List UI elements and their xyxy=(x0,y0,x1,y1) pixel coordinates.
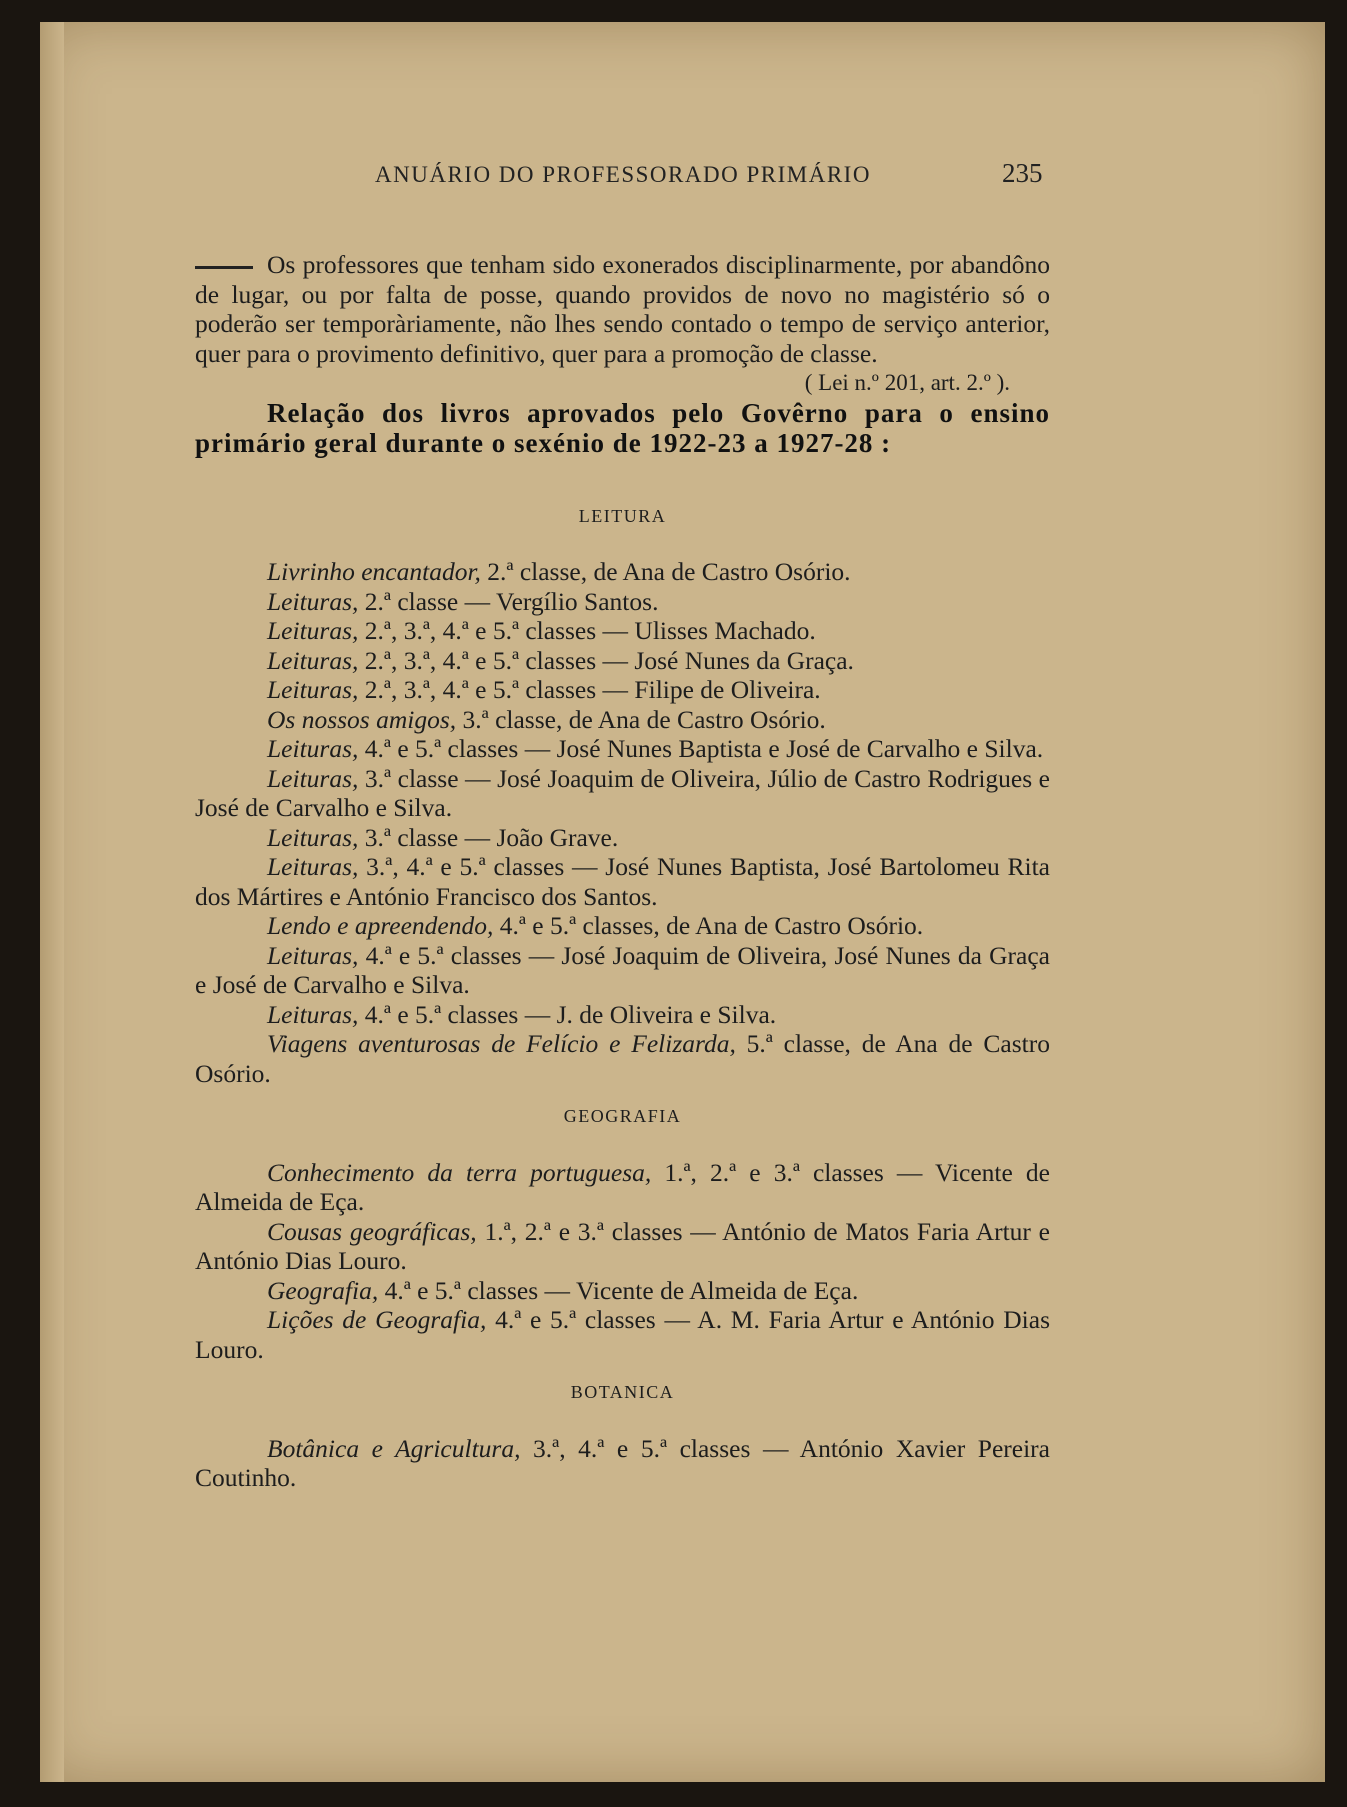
book-title: Livrinho encantador, xyxy=(267,557,481,586)
book-entry xyxy=(195,557,1050,587)
book-details: 4.ª e 5.ª classes, de Ana de Castro Osório. xyxy=(493,911,924,940)
page-body xyxy=(195,250,1050,1493)
book-title: Leituras, xyxy=(267,852,359,881)
book-details: 4.ª e 5.ª classes — José Nunes Baptista e José de Carvalho e Silva. xyxy=(358,734,1044,763)
book-title: Cousas geográficas, xyxy=(267,1216,477,1246)
book-details: 4.ª e 5.ª classes — Vicente de Almeida de Eça. xyxy=(378,1275,859,1305)
book-sections xyxy=(195,502,1050,1493)
section-heading: GEOGRAFIA xyxy=(563,1106,682,1126)
book-details: 4.ª e 5.ª classes — José Joaquim de Oliveira, José Nunes da Graça e José de Carvalho e Silva. xyxy=(195,940,1050,999)
book-entry xyxy=(195,1000,1050,1030)
book-details: 1.ª, 2.ª e 3.ª classes — Vicente de Almeida de Eça. xyxy=(195,1157,1050,1216)
book-title: Os nossos amigos, xyxy=(267,704,457,734)
book-title: Leituras, xyxy=(267,822,359,852)
book-entry xyxy=(195,1434,1050,1493)
book-title: Leituras, xyxy=(267,999,359,1029)
book-title: Lições de Geografia, xyxy=(267,1305,487,1334)
book-entry xyxy=(195,675,1050,705)
book-entry xyxy=(195,1305,1050,1364)
book-title: Leituras, xyxy=(267,763,359,793)
book-details: 3.ª classe — João Grave. xyxy=(358,822,619,852)
header-title: ANUÁRIO DO PROFESSORADO PRIMÁRIO xyxy=(375,162,871,187)
section-heading: LEITURA xyxy=(578,505,667,526)
book-details: 1.ª, 2.ª e 3.ª classes — António de Matos Faria Artur e António Dias Louro. xyxy=(195,1216,1050,1275)
book-details: 2.ª, 3.ª, 4.ª e 5.ª classes — Filipe de Oliveira. xyxy=(358,675,821,704)
book-details: 3.ª classe, de Ana de Castro Osório. xyxy=(456,704,826,734)
main-title: Relação dos livros aprovados pelo Govêrno para o ensino primário geral durante o sexénio de 1922-23 a 1927-28 : xyxy=(195,397,1050,458)
page-gutter-shadow xyxy=(40,22,64,1782)
book-title: Leituras, xyxy=(267,616,359,645)
law-reference: ( Lei n.º 201, art. 2.º ). xyxy=(804,370,1010,395)
book-entry xyxy=(195,852,1050,911)
book-entry xyxy=(195,823,1050,853)
book-details: 2.ª, 3.ª, 4.ª e 5.ª classes — José Nunes da Graça. xyxy=(358,645,854,675)
book-details: 2.ª classe, de Ana de Castro Osório. xyxy=(480,557,851,586)
book-title: Leituras, xyxy=(267,586,359,616)
book-entry xyxy=(195,646,1050,676)
em-rule xyxy=(195,266,253,269)
book-details: 3.ª, 4.ª e 5.ª classes — António Xavier Pereira Coutinho. xyxy=(195,1433,1050,1492)
book-details: 3.ª classe — José Joaquim de Oliveira, Júlio de Castro Rodrigues e José de Carvalho e Silva. xyxy=(195,763,1050,822)
page-number: 235 xyxy=(1002,158,1043,188)
section-heading: BOTANICA xyxy=(570,1382,675,1402)
book-entry xyxy=(195,1217,1050,1276)
book-title: Leituras, xyxy=(267,734,359,763)
book-page xyxy=(40,22,1325,1782)
book-entry xyxy=(195,1029,1050,1088)
book-title: Lendo e apreendendo, xyxy=(267,911,494,940)
book-entry xyxy=(195,941,1050,1000)
book-details: 3.ª, 4.ª e 5.ª classes — José Nunes Baptista, José Bartolomeu Rita dos Mártires e António Francisco dos Santos. xyxy=(195,852,1050,911)
book-title: Botânica e Agricultura, xyxy=(267,1433,521,1463)
book-entry xyxy=(195,734,1050,764)
book-entry xyxy=(195,616,1050,646)
intro-text: Os professores que tenham sido exonerados disciplinarmente, por abandôno de lugar, ou por falta de posse, quando providos de novo no magistério só o poderão ser temporàriamente, não lhes sendo contado o tempo de serviço anterior, quer para o provimento definitivo, quer para a promoção de classe. xyxy=(195,250,1050,368)
book-details: 4.ª e 5.ª classes — J. de Oliveira e Silva. xyxy=(358,999,777,1029)
book-entry xyxy=(195,587,1050,617)
book-title: Leituras, xyxy=(267,940,359,970)
book-entry xyxy=(195,911,1050,941)
book-entry xyxy=(195,1276,1050,1306)
book-title: Leituras, xyxy=(267,645,359,675)
book-entry xyxy=(195,705,1050,735)
intro-paragraph xyxy=(195,250,1050,368)
book-title: Viagens aventurosas de Felício e Felizarda, xyxy=(267,1029,736,1058)
book-details: 5.ª classe, de Ana de Castro Osório. xyxy=(195,1029,1050,1088)
book-details: 2.ª, 3.ª, 4.ª e 5.ª classes — Ulisses Machado. xyxy=(358,616,816,645)
book-title: Conhecimento da terra portuguesa, xyxy=(267,1157,652,1187)
book-title: Leituras, xyxy=(267,675,359,704)
book-title: Geografia, xyxy=(267,1275,379,1305)
book-details: 4.ª e 5.ª classes — A. M. Faria Artur e António Dias Louro. xyxy=(195,1305,1050,1364)
book-details: 2.ª classe — Vergílio Santos. xyxy=(358,586,659,616)
book-entry xyxy=(195,1158,1050,1217)
book-entry xyxy=(195,764,1050,823)
